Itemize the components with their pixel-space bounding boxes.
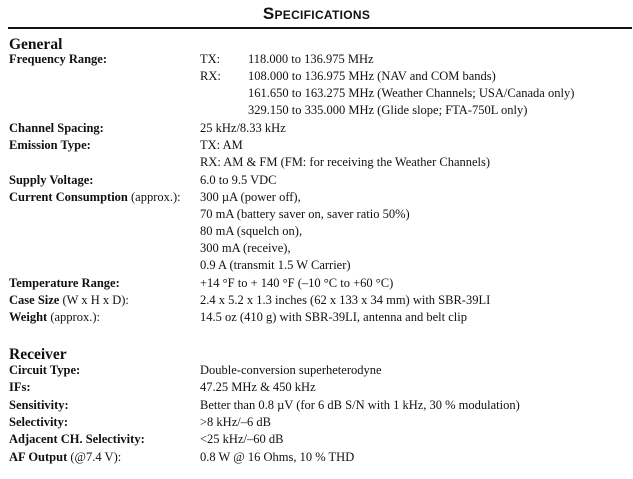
spec-value-emission-tx: TX: AM (200, 138, 243, 152)
rx-frequency-value: 161.650 to 163.275 MHz (Weather Channels; USA/Canada only) (248, 86, 575, 100)
spec-label-channel-spacing: Channel Spacing: (9, 121, 104, 135)
spec-row-frequency-tx (9, 52, 629, 69)
title-divider (8, 27, 632, 29)
spec-row-current-consumption (9, 190, 629, 207)
spec-label-af-output: AF Output (@7.4 V): (9, 450, 122, 464)
tx-frequency-value: 118.000 to 136.975 MHz (248, 52, 374, 66)
spec-label-temperature-range: Temperature Range: (9, 276, 120, 290)
spec-label-case-size: Case Size (W x H x D): (9, 293, 129, 307)
spec-row-current-consumption-5 (9, 258, 629, 275)
spec-value-selectivity: >8 kHz/–6 dB (200, 415, 271, 429)
spec-value-temperature-range: +14 °F to + 140 °F (–10 °C to +60 °C) (200, 276, 394, 290)
spec-label-sensitivity: Sensitivity: (9, 398, 69, 412)
spec-value-adjacent-ch-selectivity: <25 kHz/–60 dB (200, 432, 284, 446)
rx-key: RX: (200, 69, 221, 83)
spec-row-current-consumption-4 (9, 241, 629, 258)
spec-row-sensitivity (9, 398, 629, 415)
spec-row-frequency-rx-3 (9, 103, 629, 120)
rx-frequency-value: 329.150 to 335.000 MHz (Glide slope; FTA-750L only) (248, 103, 528, 117)
spec-value-current-consumption: 80 mA (squelch on), (200, 224, 303, 238)
spec-row-supply-voltage (9, 173, 629, 190)
spec-value-supply-voltage: 6.0 to 9.5 VDC (200, 173, 277, 187)
page-title: Specifications (262, 4, 371, 23)
spec-row-current-consumption-3 (9, 224, 629, 241)
spec-row-current-consumption-2 (9, 207, 629, 224)
spec-value-af-output: 0.8 W @ 16 Ohms, 10 % THD (200, 450, 355, 464)
spec-label-emission-type: Emission Type: (9, 138, 91, 152)
spec-value-current-consumption: 300 mA (receive), (200, 241, 291, 255)
spec-value-ifs: 47.25 MHz & 450 kHz (200, 380, 316, 394)
spec-row-channel-spacing (9, 121, 629, 138)
spec-label-weight: Weight (approx.): (9, 310, 100, 324)
spec-row-temperature-range (9, 276, 629, 293)
spec-value-circuit-type: Double-conversion superheterodyne (200, 363, 382, 377)
spec-row-emission-type (9, 138, 629, 155)
spec-value-sensitivity: Better than 0.8 µV (for 6 dB S/N with 1 kHz, 30 % modulation) (200, 398, 520, 412)
spec-row-emission-rx (9, 155, 629, 172)
spec-row-circuit-type (9, 363, 629, 380)
spec-value-channel-spacing: 25 kHz/8.33 kHz (200, 121, 286, 135)
spec-value-case-size: 2.4 x 5.2 x 1.3 inches (62 x 133 x 34 mm) with SBR-39LI (200, 293, 491, 307)
spec-label-current-consumption: Current Consumption (approx.): (9, 190, 181, 204)
section-title-receiver: Receiver (9, 346, 67, 363)
spec-row-selectivity (9, 415, 629, 432)
spec-row-adjacent-ch-selectivity (9, 432, 629, 449)
spec-value-current-consumption: 0.9 A (transmit 1.5 W Carrier) (200, 258, 351, 272)
spec-value-current-consumption: 300 µA (power off), (200, 190, 301, 204)
spec-row-af-output (9, 450, 629, 467)
spec-row-weight (9, 310, 629, 327)
spec-value-weight: 14.5 oz (410 g) with SBR-39LI, antenna and belt clip (200, 310, 467, 324)
spec-label-supply-voltage: Supply Voltage: (9, 173, 94, 187)
spec-row-frequency-rx-1 (9, 69, 629, 86)
spec-value-emission-rx: RX: AM & FM (FM: for receiving the Weather Channels) (200, 155, 491, 169)
spec-row-ifs (9, 380, 629, 397)
spec-label-selectivity: Selectivity: (9, 415, 69, 429)
spec-label-circuit-type: Circuit Type: (9, 363, 81, 377)
spec-row-frequency-rx-2 (9, 86, 629, 103)
spec-row-case-size (9, 293, 629, 310)
spec-label-adjacent-ch-selectivity: Adjacent CH. Selectivity: (9, 432, 145, 446)
spec-label-frequency-range: Frequency Range: (9, 52, 108, 66)
rx-frequency-value: 108.000 to 136.975 MHz (NAV and COM bands) (248, 69, 496, 83)
tx-key: TX: (200, 52, 221, 66)
spec-label-ifs: IFs: (9, 380, 31, 394)
section-title-general: General (9, 36, 63, 53)
spec-value-current-consumption: 70 mA (battery saver on, saver ratio 50%) (200, 207, 410, 221)
